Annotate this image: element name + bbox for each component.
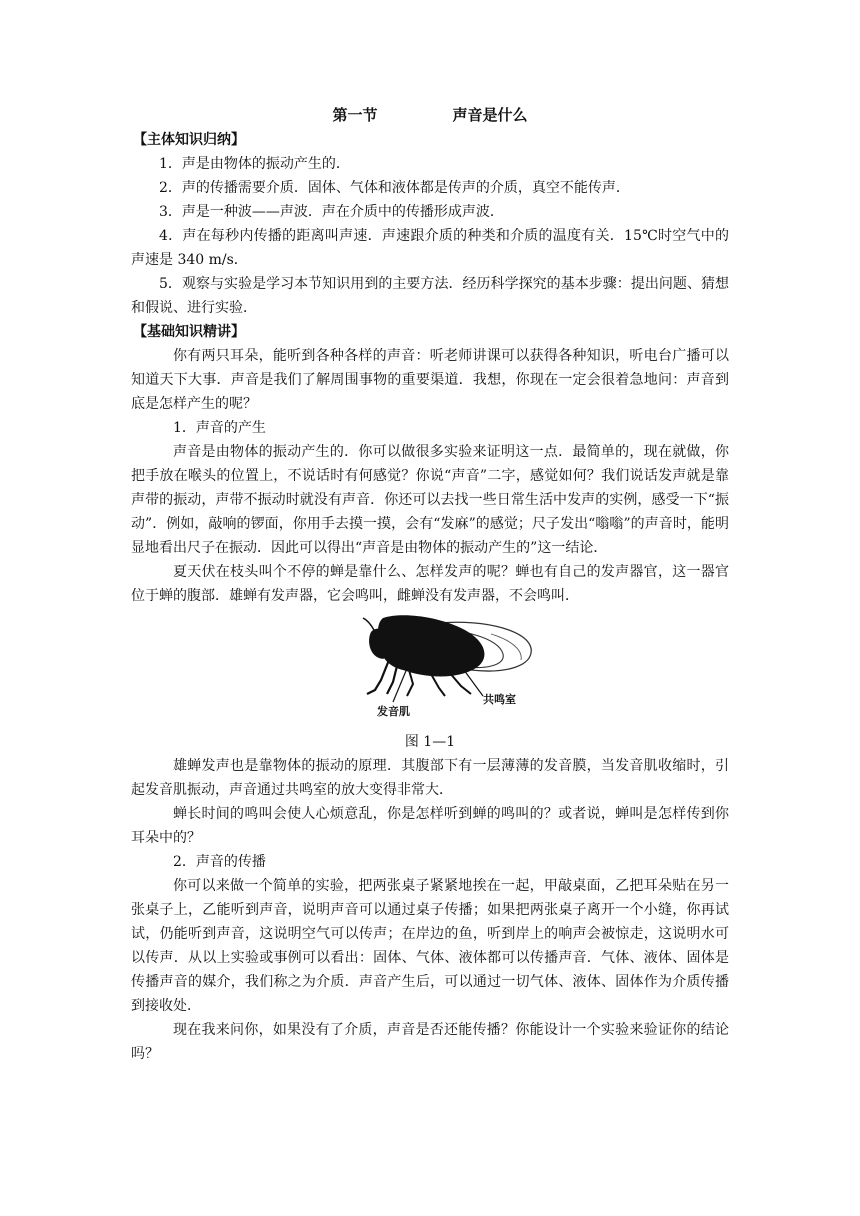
summary-item: 2．声的传播需要介质．固体、气体和液体都是传声的介质，真空不能传声． (159, 180, 630, 196)
paragraph: 雄蝉发声也是靠物体的振动的原理．其腹部下有一层薄薄的发音膜，当发音肌收缩时，引起发音肌振动，声音通过共鸣室的放大变得非常大． (131, 758, 729, 798)
figure-caption: 图 1—1 (404, 734, 456, 750)
cicada-illustration (131, 610, 729, 732)
cicada-figure (131, 610, 729, 732)
summary-item: 1．声是由物体的振动产生的． (159, 156, 350, 172)
paragraph: 夏天伏在枝头叫个不停的蝉是靠什么、怎样发声的呢？蝉也有自己的发声器官，这一器官位于蝉的腹部．雄蝉有发声器，它会鸣叫，雌蝉没有发声器，不会鸣叫． (131, 564, 729, 604)
paragraph: 你可以来做一个简单的实验，把两张桌子紧紧地挨在一起，甲敲桌面，乙把耳朵贴在另一张桌子上，乙能听到声音，说明声音可以通过桌子传播；如果把两张桌子离开一个小缝，你再试试，仍能听到声音，这说明空气可以传声；在岸边的鱼，听到岸上的响声会被惊走，这说明水可以传声．从以上实验或事例可以看出：固体、气体、液体都可以传播声音．气体、液体、固体是传播声音的媒介，我们称之为介质．声音产生后，可以通过一切气体、液体、固体作为介质传播到接收处． (131, 878, 729, 1014)
paragraph: 蝉长时间的鸣叫会使人心烦意乱，你是怎样听到蝉的鸣叫的？或者说，蝉叫是怎样传到你耳朵中的？ (131, 806, 729, 846)
intro-paragraph: 你有两只耳朵，能听到各种各样的声音：听老师讲课可以获得各种知识，听电台广播可以知道天下大事．声音是我们了解周围事物的重要渠道．我想，你现在一定会很着急地问：声音到底是怎样产生的呢？ (131, 348, 729, 412)
subheading-sound-production: 1．声音的产生 (173, 420, 266, 436)
subheading-sound-propagation: 2．声音的传播 (173, 854, 266, 870)
summary-item: 3．声是一种波——声波．声在介质中的传播形成声波． (159, 204, 504, 220)
page-title: 第一节 声音是什么 (332, 106, 528, 124)
label-resonance-chamber: 共鸣室 (483, 693, 516, 706)
paragraph: 现在我来问你，如果没有了介质，声音是否还能传播？你能设计一个实验来验证你的结论吗？ (131, 1022, 729, 1062)
label-sound-muscle: 发音肌 (377, 705, 410, 718)
basic-heading: 【基础知识精讲】 (133, 324, 245, 340)
summary-item: 4．声在每秒内传播的距离叫声速．声速跟介质的种类和介质的温度有关．15℃时空气中的声速是 340 m/s． (131, 228, 729, 268)
summary-heading: 【主体知识归纳】 (133, 132, 245, 148)
paragraph: 声音是由物体的振动产生的．你可以做很多实验来证明这一点．最简单的，现在就做，你把手放在喉头的位置上，不说话时有何感觉？你说“声音”二字，感觉如何？我们说话发声就是靠声带的振动，声带不振动时就没有声音．你还可以去找一些日常生活中发声的实例，感受一下“振动”．例如，敲响的锣面，你用手去摸一摸，会有“发麻”的感觉；尺子发出“嗡嗡”的声音时，能明显地看出尺子在振动．因此可以得出“声音是由物体的振动产生的”这一结论． (131, 444, 729, 556)
summary-item: 5．观察与实验是学习本节知识用到的主要方法．经历科学探究的基本步骤：提出问题、猜想和假说、进行实验． (131, 276, 729, 316)
document-page (131, 104, 729, 1066)
